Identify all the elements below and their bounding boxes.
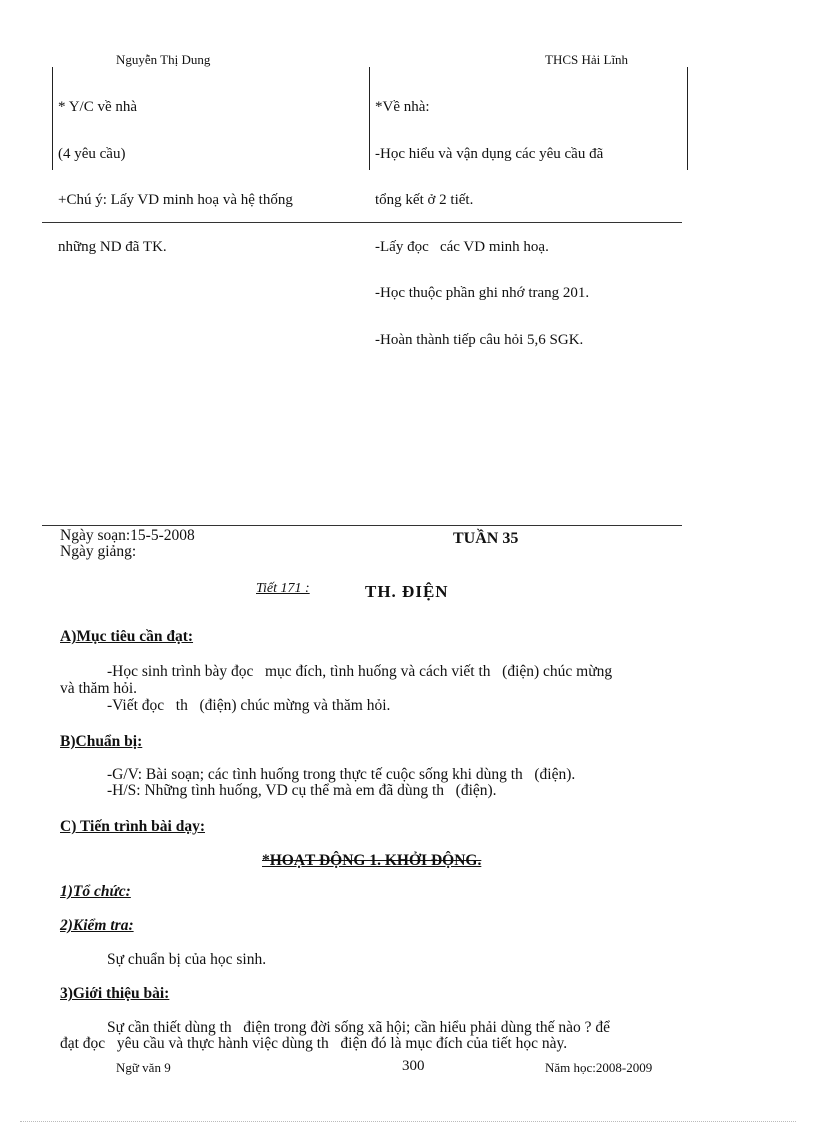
page-bottom-border — [20, 1121, 796, 1122]
section-c-heading: C) Tiến trình bài dạy: — [60, 818, 205, 835]
separator-line-lesson — [42, 525, 682, 526]
header-school: THCS Hải Lĩnh — [545, 52, 629, 67]
table-left-cell — [58, 69, 293, 286]
table-right-cell — [375, 69, 603, 379]
check-text: Sự chuẩn bị của học sinh. — [107, 951, 267, 968]
table-border-middle — [369, 67, 370, 170]
table-left-line: * Y/C về nhà — [58, 99, 138, 115]
date-taught: Ngày giảng: — [60, 543, 137, 560]
separator-line-top — [42, 222, 682, 223]
sub-heading-organization: 1)Tổ chức: — [60, 883, 131, 900]
table-right-line: *Về nhà: — [375, 99, 430, 115]
footer-page-number: 300 — [402, 1058, 425, 1074]
section-a-line: -Viết đọc th (điện) chúc mừng và thăm hỏi. — [107, 697, 391, 714]
activity-heading: *HOẠT ĐỘNG 1. KHỞI ĐỘNG. — [262, 852, 482, 869]
table-right-line: tổng kết ở 2 tiết. — [375, 192, 474, 208]
introduction-line: Sự cần thiết dùng th điện trong đời sống xã hội; cần hiểu phải dùng thế nào ? để — [107, 1019, 611, 1036]
introduction-line: đạt đọc yêu cầu và thực hành việc dùng th điện đó là mục đích của tiết học này. — [60, 1035, 568, 1052]
section-a-line: -Học sinh trình bày đọc mục đích, tình huống và cách viết th (điện) chúc mừng — [107, 663, 613, 680]
section-a-line: và thăm hỏi. — [60, 680, 138, 697]
table-left-line: +Chú ý: Lấy VD minh hoạ và hệ thống — [58, 192, 293, 208]
section-a-heading: A)Mục tiêu cần đạt: — [60, 628, 194, 645]
footer-subject: Ngữ văn 9 — [116, 1060, 171, 1075]
table-border-left — [52, 67, 53, 170]
table-right-line: -Học hiểu và vận dụng các yêu cầu đã — [375, 145, 604, 162]
table-right-line: -Học thuộc phần ghi nhớ trang 201. — [375, 285, 590, 301]
table-left-line: những ND đã TK. — [58, 238, 167, 255]
footer-year: Năm học:2008-2009 — [545, 1060, 653, 1075]
header-author: Nguyễn Thị Dung — [116, 52, 211, 67]
date-prepared: Ngày soạn:15-5-2008 — [60, 527, 195, 544]
sub-heading-check: 2)Kiểm tra: — [60, 917, 134, 934]
week-label: TUẦN 35 — [453, 530, 519, 547]
section-b-line: -G/V: Bài soạn; các tình huống trong thực tế cuộc sống khi dùng th (điện). — [107, 766, 576, 783]
table-right-line: -Lấy đọc các VD minh hoạ. — [375, 238, 549, 255]
lesson-title: TH. ĐIỆN — [365, 582, 449, 601]
section-b-heading: B)Chuẩn bị: — [60, 733, 143, 750]
section-b-line: -H/S: Những tình huống, VD cụ thể mà em đã dùng th (điện). — [107, 782, 497, 799]
table-border-right — [687, 67, 688, 170]
table-right-line: -Hoàn thành tiếp câu hỏi 5,6 SGK. — [375, 331, 584, 348]
period-label: Tiết 171 : — [256, 581, 310, 596]
sub-heading-introduction: 3)Giới thiệu bài: — [60, 985, 170, 1002]
table-left-line: (4 yêu cầu) — [58, 145, 126, 162]
